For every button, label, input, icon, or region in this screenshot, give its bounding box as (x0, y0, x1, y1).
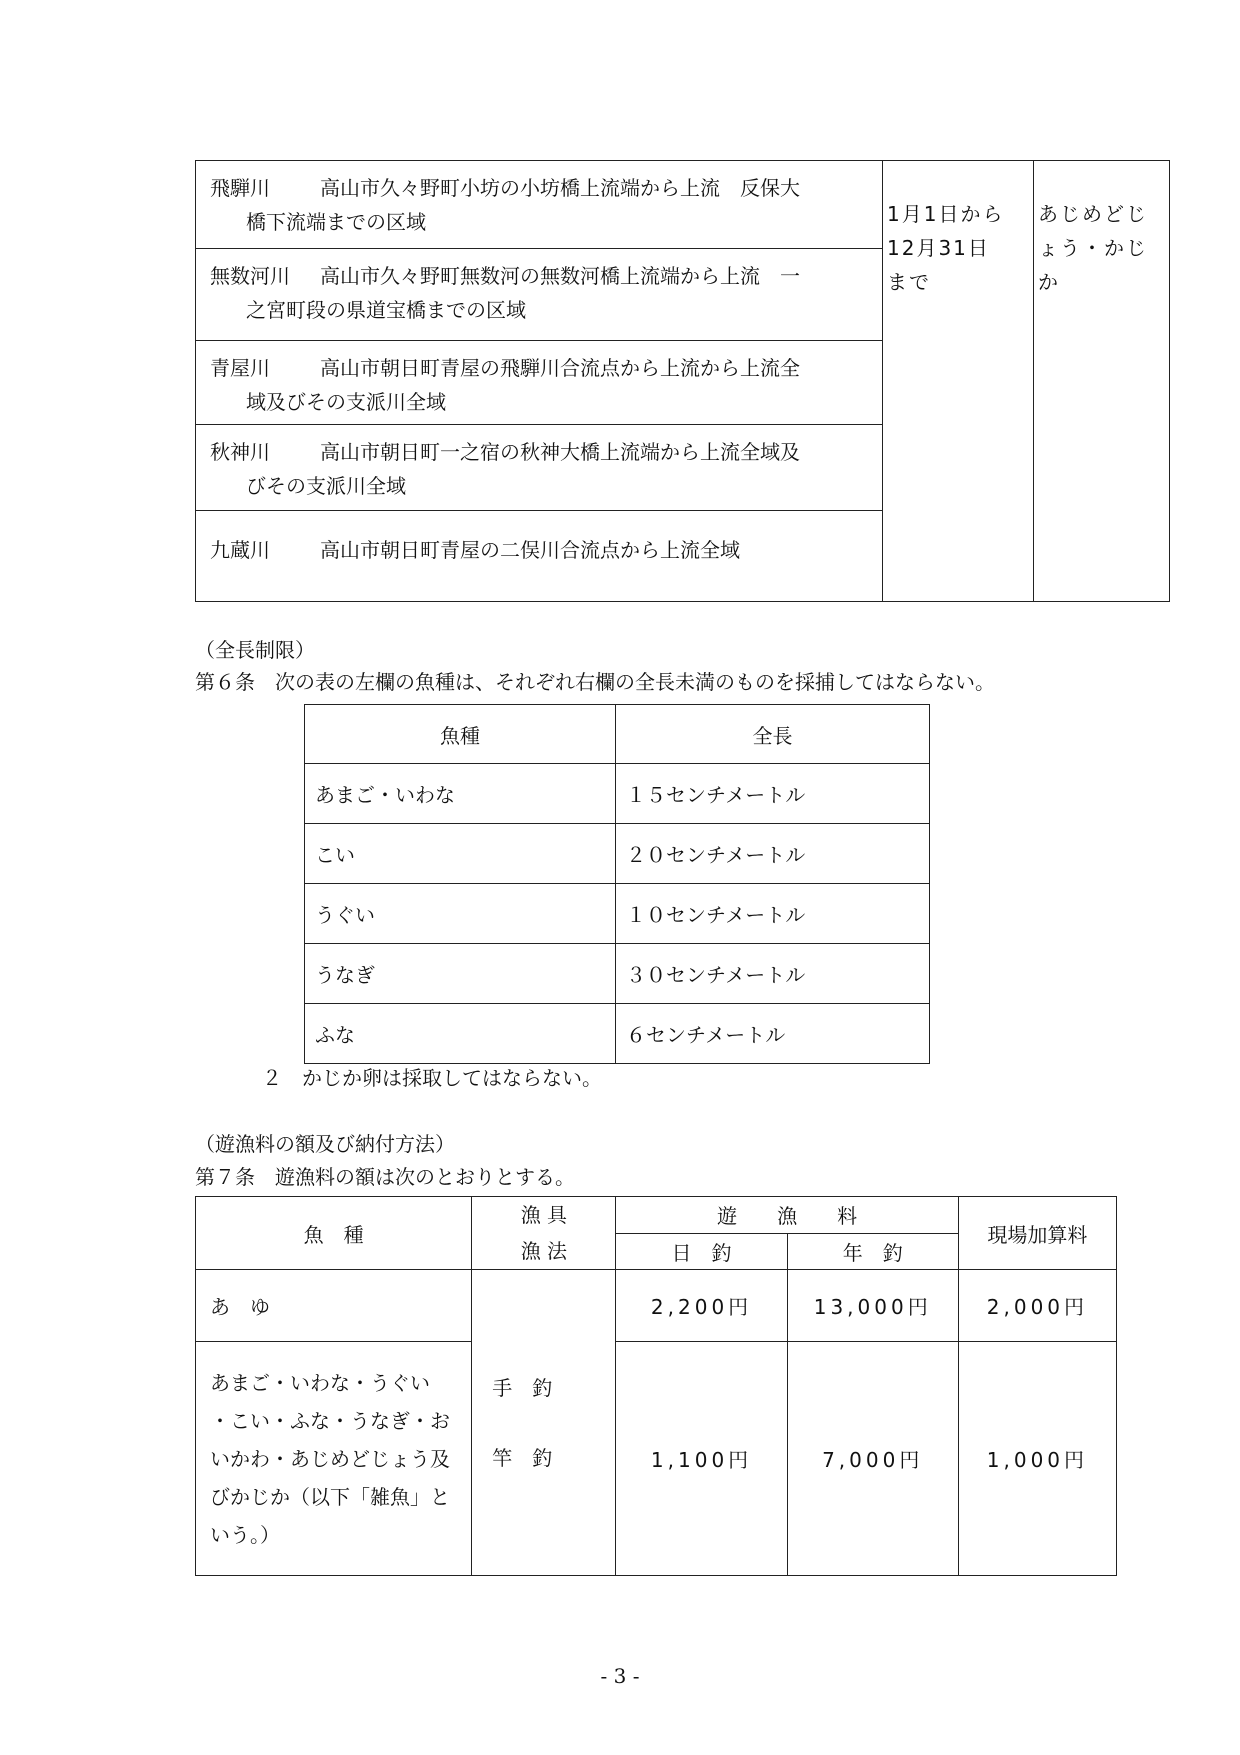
col-length-header: 全長 (616, 705, 930, 764)
article7-text: 第７条 遊漁料の額は次のとおりとする。 (195, 1165, 575, 1189)
river-row (196, 341, 882, 425)
river-desc-cont: 域及びその支派川全域 (246, 390, 446, 414)
head-yearly: 年 釣 (787, 1233, 958, 1270)
period-line: 12月31日 (887, 236, 990, 260)
onsite-fee-cell: 2,000円 (958, 1270, 1116, 1342)
river-row (196, 249, 882, 341)
table-row (196, 1342, 1117, 1576)
river-area-table (195, 160, 1170, 602)
period-line: 1月1日から (887, 202, 1005, 226)
table-row (196, 1270, 1117, 1342)
river-desc: 高山市朝日町一之宿の秋神大橋上流端から上流全域及 (320, 440, 800, 464)
fish-line: びかじか（以下「雑魚」と (210, 1484, 450, 1509)
head-onsite: 現場加算料 (958, 1197, 1116, 1270)
species-line: ょう・かじか (1038, 236, 1148, 294)
river-row (196, 161, 882, 249)
period-cell (883, 161, 1034, 602)
river-name: 九蔵川 (210, 538, 270, 562)
fish-line: あまご・いわな・うぐい (210, 1370, 430, 1395)
river-name: 秋神川 (210, 440, 270, 464)
fish-line: ・こい・ふな・うなぎ・お (210, 1408, 450, 1433)
species-cell (1034, 161, 1170, 602)
onsite-fee-cell: 1,000円 (958, 1342, 1116, 1576)
fish-cell: うなぎ (305, 944, 616, 1004)
river-desc: 高山市朝日町青屋の飛騨川合流点から上流から上流全 (320, 356, 800, 380)
yearly-fee-cell: 13,000円 (787, 1270, 958, 1342)
table-row (305, 824, 930, 884)
fish-cell: あまご・いわな (305, 764, 616, 824)
fish-line: いかわ・あじめどじょう及 (210, 1446, 450, 1471)
fish-cell: ふな (305, 1004, 616, 1064)
fishing-fee-table (195, 1196, 1117, 1576)
river-desc-cont: びその支派川全域 (246, 474, 406, 498)
fish-cell: うぐい (305, 884, 616, 944)
river-row (196, 425, 882, 511)
fish-line: いう。） (210, 1522, 280, 1547)
species-line: あじめどじ (1038, 202, 1148, 226)
length-limit-table (304, 704, 930, 1064)
page-number: - 3 - (600, 1664, 640, 1688)
yearly-fee-cell: 7,000円 (787, 1342, 958, 1576)
fish-cell (196, 1342, 472, 1576)
gear-cell (472, 1270, 616, 1576)
river-name: 無数河川 (210, 264, 290, 288)
length-cell: ２０センチメートル (616, 824, 930, 884)
river-desc: 高山市久々野町無数河の無数河橋上流端から上流 一 (320, 264, 800, 288)
head-gear (472, 1197, 616, 1270)
river-desc: 高山市久々野町小坊の小坊橋上流端から上流 反保大 (320, 176, 800, 200)
river-name: 飛騨川 (210, 176, 270, 200)
gear-line: 手 釣 (492, 1375, 553, 1400)
length-cell: １５センチメートル (616, 764, 930, 824)
article6-text: 第６条 次の表の左欄の魚種は、それぞれ右欄の全長未満のものを採捕してはならない。 (195, 670, 995, 694)
river-row (196, 511, 882, 599)
river-name: 青屋川 (210, 356, 270, 380)
river-desc-cont: 之宮町段の県道宝橋までの区域 (246, 298, 526, 322)
gear-line: 竿 釣 (492, 1445, 553, 1470)
river-list-cell (196, 161, 883, 602)
col-fish-header: 魚種 (305, 705, 616, 764)
table-row (305, 944, 930, 1004)
article6-heading: （全長制限） (195, 638, 315, 662)
length-cell: ６センチメートル (616, 1004, 930, 1064)
article7-heading: （遊漁料の額及び納付方法） (195, 1132, 455, 1156)
head-daily: 日 釣 (616, 1233, 787, 1270)
fish-cell: あ ゆ (196, 1270, 472, 1342)
article6-note: ２ かじか卵は採取してはならない。 (262, 1066, 602, 1090)
fish-cell: こい (305, 824, 616, 884)
table-row (305, 764, 930, 824)
table-row (305, 884, 930, 944)
length-cell: １０センチメートル (616, 884, 930, 944)
head-gear-line1: 漁 具 (520, 1203, 568, 1227)
river-desc-cont: 橋下流端までの区域 (246, 210, 426, 234)
head-fee: 遊 漁 料 (616, 1197, 958, 1234)
period-line: まで (887, 270, 931, 294)
river-desc: 高山市朝日町青屋の二俣川合流点から上流全域 (320, 538, 740, 562)
daily-fee-cell: 2,200円 (616, 1270, 787, 1342)
daily-fee-cell: 1,100円 (616, 1342, 787, 1576)
length-cell: ３０センチメートル (616, 944, 930, 1004)
head-gear-line2: 漁 法 (520, 1239, 568, 1263)
table-row (305, 1004, 930, 1064)
head-fish: 魚 種 (196, 1197, 472, 1270)
